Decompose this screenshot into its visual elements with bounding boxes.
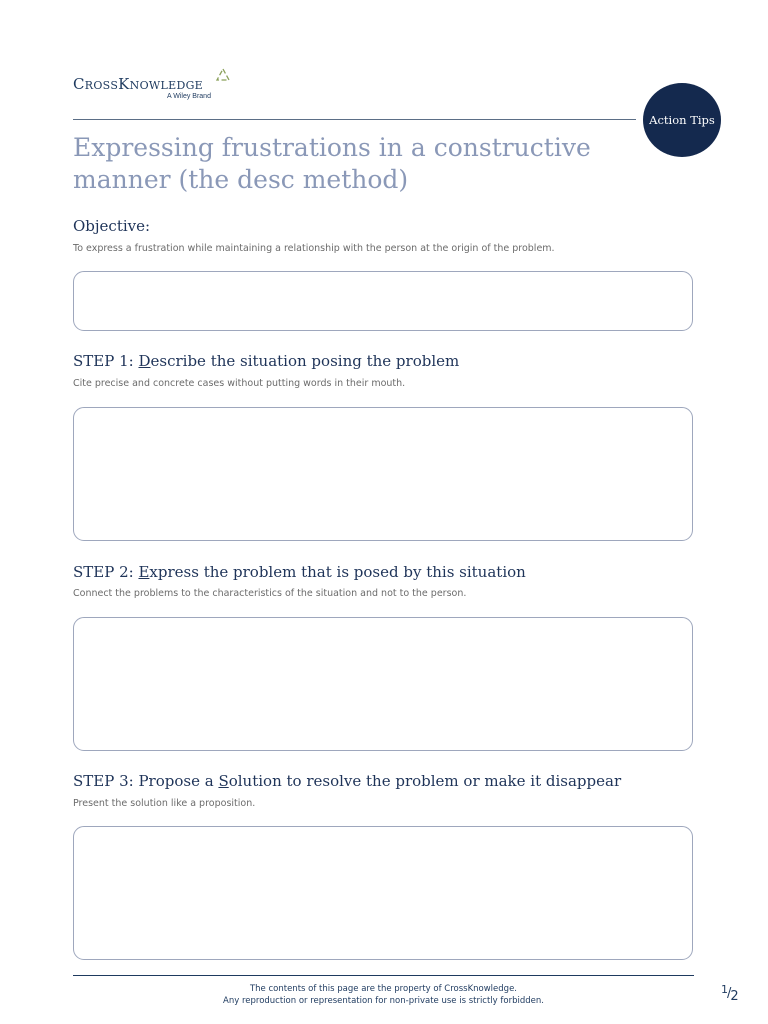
step3-heading-rest: olution to resolve the problem or make it disappear	[228, 772, 622, 790]
step3-heading-initial: S	[218, 772, 229, 790]
step1-heading	[73, 352, 459, 370]
step2-heading-initial: E	[138, 563, 150, 581]
step2-heading-rest: xpress the problem that is posed by this situation	[149, 563, 526, 581]
footer-divider	[73, 975, 694, 976]
footer-copyright	[73, 983, 694, 1007]
crossknowledge-logo	[73, 67, 233, 103]
step1-heading-prefix: STEP 1:	[73, 352, 139, 370]
page-separator: /	[727, 986, 732, 1001]
logo-mark-icon	[214, 67, 232, 83]
step1-description: Cite precise and concrete cases without putting words in their mouth.	[73, 378, 406, 389]
page-current: 1	[721, 983, 728, 996]
header-divider	[73, 119, 636, 120]
logo-wordmark: CrossKnowledge	[73, 75, 203, 93]
step3-description: Present the solution like a proposition.	[73, 798, 256, 809]
objective-description: To express a frustration while maintaining a relationship with the person at the origin of the problem.	[73, 243, 555, 254]
step2-description: Connect the problems to the characteristics of the situation and not to the person.	[73, 588, 467, 599]
step3-heading-prefix: STEP 3: Propose a	[73, 772, 219, 790]
footer-line-1: The contents of this page are the property of CrossKnowledge.	[249, 984, 518, 994]
step2-heading-prefix: STEP 2:	[73, 563, 139, 581]
page-number	[721, 983, 739, 1004]
logo-tagline: A Wiley Brand	[167, 93, 211, 100]
step2-heading	[73, 563, 526, 581]
objective-heading: Objective:	[73, 217, 151, 235]
page-title: Expressing frustrations in a constructive manner (the desc method)	[73, 133, 591, 194]
step2-answer-box[interactable]	[73, 617, 693, 751]
action-tips-badge: Action Tips	[643, 83, 721, 157]
step1-heading-initial: D	[138, 352, 151, 370]
objective-answer-box[interactable]	[73, 271, 693, 331]
step3-answer-box[interactable]	[73, 826, 693, 960]
step1-heading-rest: escribe the situation posing the problem	[150, 352, 460, 370]
step1-answer-box[interactable]	[73, 407, 693, 541]
footer-line-2: Any reproduction or representation for non-private use is strictly forbidden.	[223, 996, 544, 1006]
page-total: 2	[730, 989, 739, 1004]
step3-heading	[73, 772, 621, 790]
